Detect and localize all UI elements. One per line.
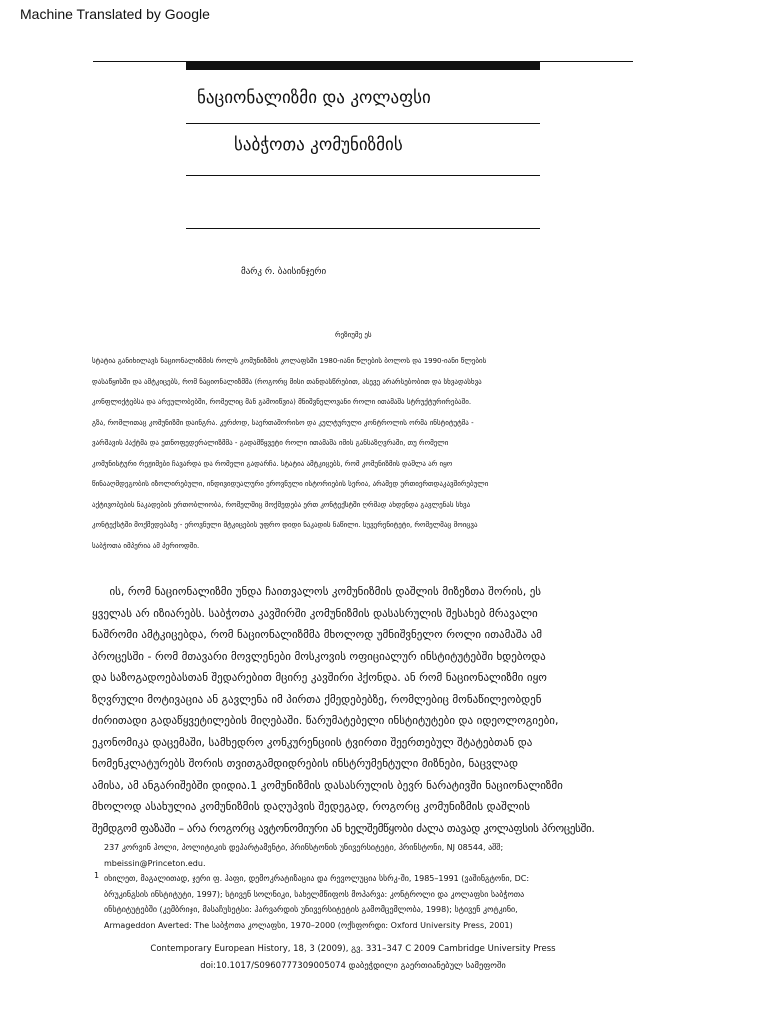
journal-doi-line: doi:10.1017/S0960777309005074 დაბეჭდილი გაერთიანებულ სამეფოში bbox=[200, 961, 506, 971]
top-rule-thick bbox=[186, 61, 540, 70]
title-divider-2 bbox=[186, 175, 540, 176]
body-line: პროცესში - რომ მთავარი მოვლენები მოსკოვის ოფიციალურ ინსტიტუტებში ხდებოდა bbox=[92, 649, 546, 663]
footnote-line: ინსტიტუტებში (კემბრიჯი, მასაჩუსეტსი: ჰარვარდის უნივერსიტეტის გამომცემლობა, 1998); სტივენ კოტკინი, bbox=[104, 905, 518, 914]
footnote-line: იხილეთ, მაგალითად, ჯერი ფ. ჰაფი, დემოკრატიზაცია და რევოლუცია სსრკ-ში, 1985–1991 (ვაშინგტონი, DC: bbox=[104, 874, 530, 883]
footnote-marker: 1 bbox=[94, 871, 100, 880]
abstract-heading: რეზიუმე ეს bbox=[335, 331, 372, 339]
abstract-line: კონფლიქტებსა და არეულობებში, რომელიც მან გამოიწვია) მნიშვნელოვანი როლი ითამაშა სტრუქტურირებაში. bbox=[92, 398, 472, 406]
abstract-line: გზა, რომლითაც კომუნიზმი დაინგრა. კერძოდ, საერთაშორისო და კულტურული კონტროლის ორმა ინსტიტუტმა - bbox=[92, 418, 474, 427]
abstract-line: დასაწყისში და ამტკიცებს, რომ ნაციონალიზმმა (როგორც მისი თანდასწრებით, ასევე არარსებობით და სხვადასხვა bbox=[92, 377, 482, 386]
abstract-line: ვარშავის პაქტმა და ეთნოფედერალიზმმა - გადამწყვეტი როლი ითამაშა იმის განსაზღვრაში, თუ რომელი bbox=[92, 439, 449, 447]
title-divider-3 bbox=[186, 228, 540, 229]
abstract-line: საბჭოთა იმპერია ამ პერიოდში. bbox=[92, 541, 200, 550]
abstract-line: კონტექსტში მოქმედებაზე - ეროვნული მტკიცების უფრო დიდი ნაკადის ნაწილი. სუვერენიტეტი, რომელმაც მოიცვა bbox=[92, 521, 478, 529]
body-line: ამისა, ამ ანგარიშებში დიდია.1 კომუნიზმის დასასრულის ბევრ ნარატივში ნაციონალიზმი bbox=[92, 778, 563, 792]
body-line: და საზოგადოებასთან შედარებით მცირე კავშირი ჰქონდა. ან რომ ნაციონალიზმი იყო bbox=[92, 671, 547, 684]
footnote-line: ბრუკინგსის ინსტიტუტი, 1997); სტივენ სოლნიკი, სახელმწიფოს მოპარვა: კონტროლი და კოლაფსი საბჭოთა bbox=[104, 889, 525, 899]
footnote-line: mbeissin@Princeton.edu. bbox=[104, 858, 206, 868]
body-line: მხოლოდ ასახულია კომუნიზმის დაღუპვის შედეგად, როგორც კომუნიზმის დაშლის bbox=[92, 800, 531, 813]
footnote-line: Armageddon Averted: The საბჭოთა კოლაფსი, 1970–2000 (ოქსფორდი: Oxford University Press, 2001) bbox=[104, 920, 513, 930]
footnote-line: 237 კორვინ ჰოლი, პოლიტიკის დეპარტამენტი, პრინსტონის უნივერსიტეტი, პრინსტონი, NJ 08544, აშშ; bbox=[104, 843, 504, 852]
body-paragraph bbox=[92, 581, 712, 839]
body-line: ზღვრული მოტივაცია ან გავლენა იმ პირთა ქმედებებზე, რომლებიც მონაწილეობდენ bbox=[92, 692, 542, 706]
footnotes bbox=[104, 840, 624, 933]
body-line: ძირითადი გადაწყვეტილების მიღებაში. წარუმატებელი ინსტიტუტები და იდეოლოგიები, bbox=[92, 714, 559, 727]
journal-citation bbox=[148, 941, 558, 975]
abstract-line: სტატია განიხილავს ნაციონალიზმის როლს კომუნიზმის კოლაფსში 1980-იანი წლების ბოლოს და 1990-იანი წლების bbox=[92, 357, 487, 365]
body-line: შემდგომ ფაზაში – არა როგორც ავტონომიური ან ხელშემწყობი ძალა თავად კოლაფსის პროცესში. bbox=[92, 821, 595, 835]
title-divider-1 bbox=[186, 123, 540, 124]
machine-translation-banner: Machine Translated by Google bbox=[20, 6, 210, 22]
abstract-line: წინააღმდეგობის იზოლირებული, ინდივიდუალური ეროვნული ისტორიების სერია, არამედ ურთიერთდაკავშირებული bbox=[92, 480, 489, 488]
article-title-line-1: ნაციონალიზმი და კოლაფსი bbox=[197, 88, 431, 108]
body-line: ყველას არ იზიარებს. საბჭოთა კავშირში კომუნიზმის დასასრულის შესახებ მრავალი bbox=[92, 606, 538, 620]
author-name: მარკ რ. ბაისინჯერი bbox=[241, 267, 327, 277]
article-title-line-2: საბჭოთა კომუნიზმის bbox=[234, 135, 403, 155]
body-line: ეკონომიკა დაცემაში, სამხედრო კონკურენციის ტვირთი შეერთებულ შტატებთან და bbox=[92, 735, 533, 749]
abstract-line: აქტივობების ნაკადების ერთობლიობა, რომელშიც მოქმედება ერთ კონტექსტში ღრმად ახდენდა გავლენას სხვა bbox=[92, 500, 471, 509]
abstract-line: კომუნისტური რეჟიმები ჩავარდა და რომელი გადარჩა. სტატია ამტკიცებს, რომ კომუნიზმის დაშლა არ იყო bbox=[92, 459, 453, 468]
body-line: ის, რომ ნაციონალიზმი უნდა ჩაითვალოს კომუნიზმის დაშლის მიზეზთა შორის, ეს bbox=[92, 585, 542, 598]
body-line: ნომენკლატურებს შორის თვითგამდიდრების ინსტრუმენტული მიზნები, ნაცვლად bbox=[92, 757, 518, 770]
journal-citation-line: Contemporary European History, 18, 3 (2009), გვ. 331–347 C 2009 Cambridge University Press bbox=[150, 944, 556, 954]
body-line: ნაშრომი ამტკიცებდა, რომ ნაციონალიზმმა მხოლოდ უმნიშვნელო როლი ითამაშა ამ bbox=[92, 628, 543, 641]
abstract bbox=[92, 351, 652, 556]
